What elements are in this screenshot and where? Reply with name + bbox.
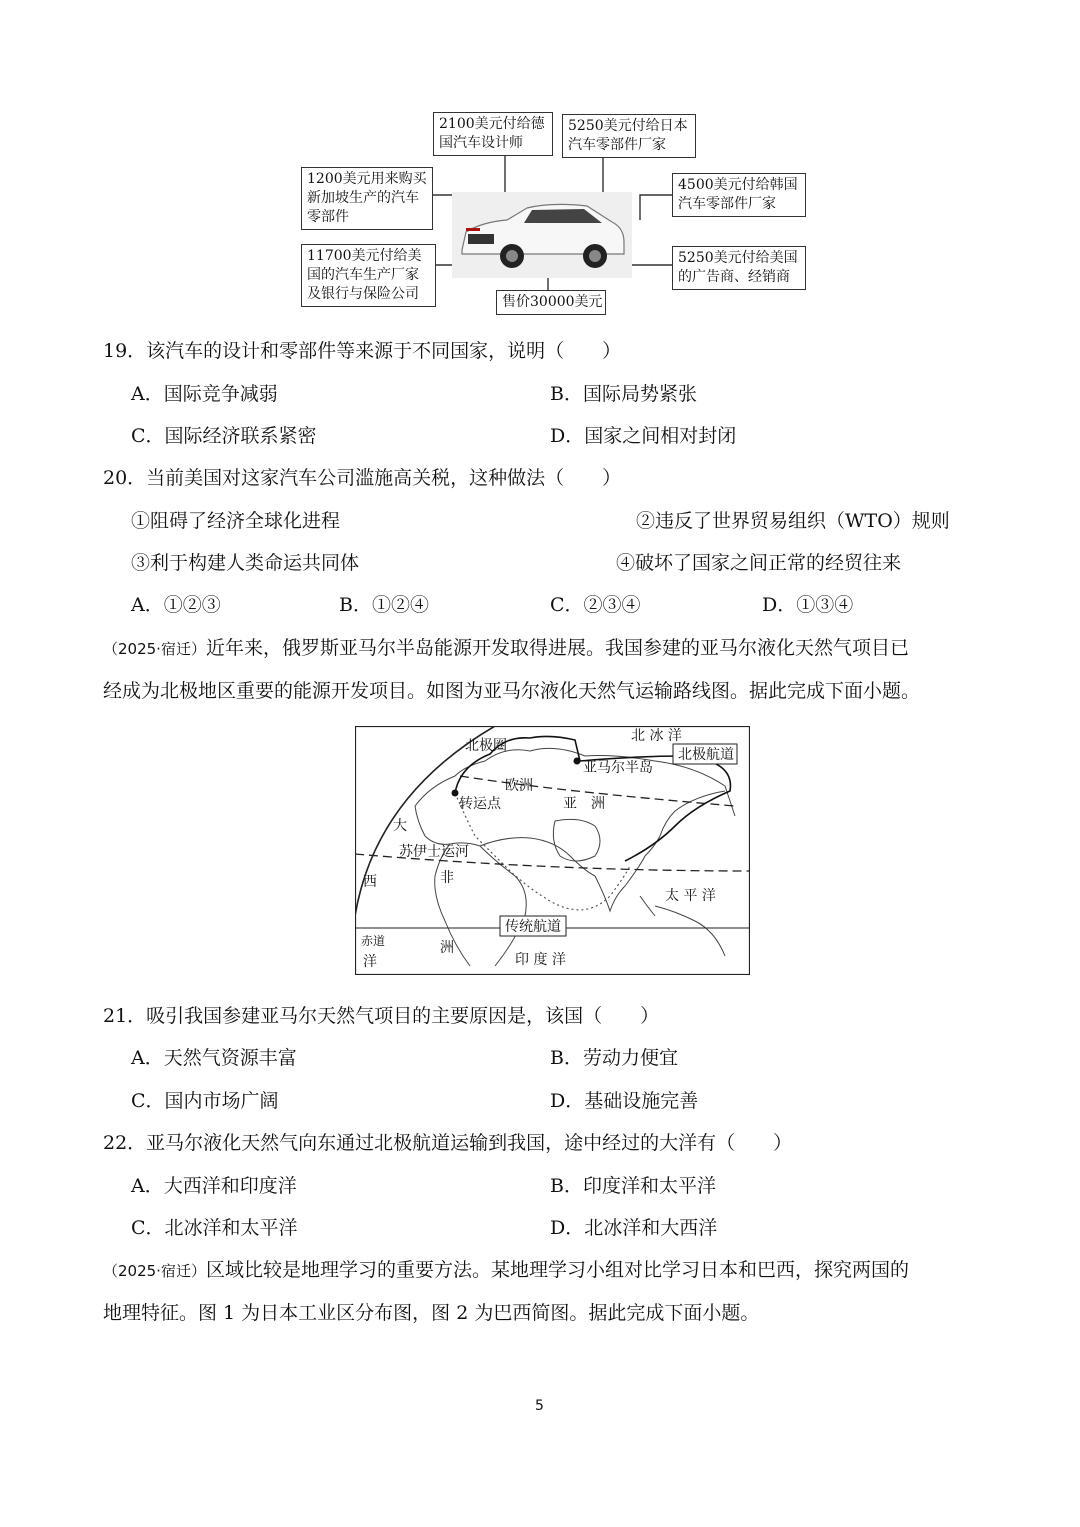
q20-stem: 20．当前美国对这家汽车公司滥施高关税，这种做法（ ） — [103, 467, 622, 489]
box-usa-ads-line-1: 5250美元付给美国 — [678, 250, 798, 266]
yamal-route-map — [355, 726, 750, 975]
q22-option-c: C．北冰洋和太平洋 — [131, 1217, 298, 1239]
box-germany-line-2: 国汽车设计师 — [439, 135, 523, 151]
q20-statement-4: ④破坏了国家之间正常的经贸往来 — [616, 552, 902, 574]
map-label-africa-1: 非 — [440, 870, 454, 886]
q20-option-b: B．①②④ — [339, 594, 429, 616]
map-label-transfer-point: 转运点 — [459, 796, 501, 812]
map-label-yamal: 亚马尔半岛 — [583, 760, 653, 776]
box-singapore-line-2: 新加坡生产的汽车 — [307, 190, 419, 206]
q21-option-d: D．基础设施完善 — [550, 1090, 699, 1112]
map-label-atlantic-1: 大 — [393, 818, 407, 834]
box-usa-maker — [301, 244, 436, 307]
q22-option-a: A．大西洋和印度洋 — [131, 1175, 297, 1197]
intro-yamal-source-tag: （2025·宿迁） — [103, 640, 206, 658]
map-label-indian-ocean: 印 度 洋 — [515, 952, 566, 968]
box-price-text: 售价30000美元 — [502, 294, 603, 310]
box-usa-maker-line-2: 国的汽车生产厂家 — [307, 267, 419, 283]
q21-stem: 21．吸引我国参建亚马尔天然气项目的主要原因是，该国（ ） — [103, 1005, 660, 1027]
box-usa-maker-line-3: 及银行与保险公司 — [307, 286, 419, 302]
box-singapore-line-3: 零部件 — [307, 209, 349, 225]
car-connector-lines — [0, 0, 1080, 330]
q20-option-a: A．①②③ — [131, 594, 221, 616]
map-label-equator: 赤道 — [361, 934, 386, 948]
box-singapore-line-1: 1200美元用来购买 — [307, 171, 427, 187]
box-korea — [672, 173, 806, 217]
box-price — [496, 290, 606, 315]
q21-option-b: B．劳动力便宜 — [550, 1047, 678, 1069]
box-japan-line-1: 5250美元付给日本 — [568, 118, 688, 134]
q19-stem: 19．该汽车的设计和零部件等来源于不同国家，说明（ ） — [103, 340, 622, 362]
map-label-europe: 欧洲 — [505, 778, 533, 794]
q20-statement-3: ③利于构建人类命运共同体 — [131, 552, 360, 574]
box-singapore — [301, 167, 433, 230]
intro-region-source-tag: （2025·宿迁） — [103, 1262, 206, 1280]
intro-yamal-text-1: 近年来，俄罗斯亚马尔半岛能源开发取得进展。我国参建的亚马尔液化天然气项目已 — [205, 637, 909, 659]
q22-option-d: D．北冰洋和大西洋 — [550, 1217, 718, 1239]
box-japan-line-2: 汽车零部件厂家 — [568, 137, 666, 153]
box-japan — [562, 114, 696, 158]
intro-region-line-2: 地理特征。图 1 为日本工业区分布图，图 2 为巴西简图。据此完成下面小题。 — [103, 1302, 760, 1324]
map-label-arctic-ocean: 北 冰 洋 — [631, 728, 682, 744]
box-germany — [433, 112, 553, 156]
box-germany-line-1: 2100美元付给德 — [439, 116, 545, 132]
intro-yamal-line-2: 经成为北极地区重要的能源开发项目。如图为亚马尔液化天然气运输路线图。据此完成下面小题。 — [103, 680, 921, 702]
car-image — [452, 192, 632, 278]
q20-option-c: C．②③④ — [550, 594, 641, 616]
map-label-suez: 苏伊士运河 — [399, 844, 469, 860]
map-label-asia: 亚 洲 — [563, 796, 605, 812]
box-usa-maker-line-1: 11700美元付给美 — [307, 248, 422, 264]
q20-statement-2: ②违反了世界贸易组织（WTO）规则 — [636, 510, 950, 532]
map-label-pacific: 太 平 洋 — [665, 888, 716, 904]
page-number: 5 — [535, 1398, 544, 1414]
map-label-arctic-route: 北极航道 — [678, 747, 734, 763]
q19-option-a: A．国际竞争减弱 — [131, 383, 278, 405]
q20-statement-1: ①阻碍了经济全球化进程 — [131, 510, 341, 532]
q20-option-d: D．①③④ — [762, 594, 854, 616]
intro-region-text-1: 区域比较是地理学习的重要方法。某地理学习小组对比学习日本和巴西，探究两国的 — [205, 1259, 909, 1281]
q19-option-b: B．国际局势紧张 — [550, 383, 697, 405]
map-label-africa-2: 洲 — [440, 940, 454, 956]
q19-option-d: D．国家之间相对封闭 — [550, 425, 737, 447]
map-label-arctic-circle: 北极圈 — [465, 738, 507, 754]
box-usa-ads — [672, 246, 806, 290]
q21-option-c: C．国内市场广阔 — [131, 1090, 279, 1112]
q19-option-c: C．国际经济联系紧密 — [131, 425, 317, 447]
q21-option-a: A．天然气资源丰富 — [131, 1047, 297, 1069]
box-korea-line-1: 4500美元付给韩国 — [678, 177, 798, 193]
q22-option-b: B．印度洋和太平洋 — [550, 1175, 716, 1197]
box-korea-line-2: 汽车零部件厂家 — [678, 196, 776, 212]
map-label-atlantic-3: 洋 — [363, 954, 377, 970]
map-label-atlantic-2: 西 — [363, 874, 377, 890]
intro-region-line-1 — [103, 1258, 909, 1283]
intro-yamal-line-1 — [103, 636, 909, 661]
q22-stem: 22．亚马尔液化天然气向东通过北极航道运输到我国，途中经过的大洋有（ ） — [103, 1132, 793, 1154]
box-usa-ads-line-2: 的广告商、经销商 — [678, 269, 790, 285]
map-label-traditional-route: 传统航道 — [505, 919, 561, 935]
